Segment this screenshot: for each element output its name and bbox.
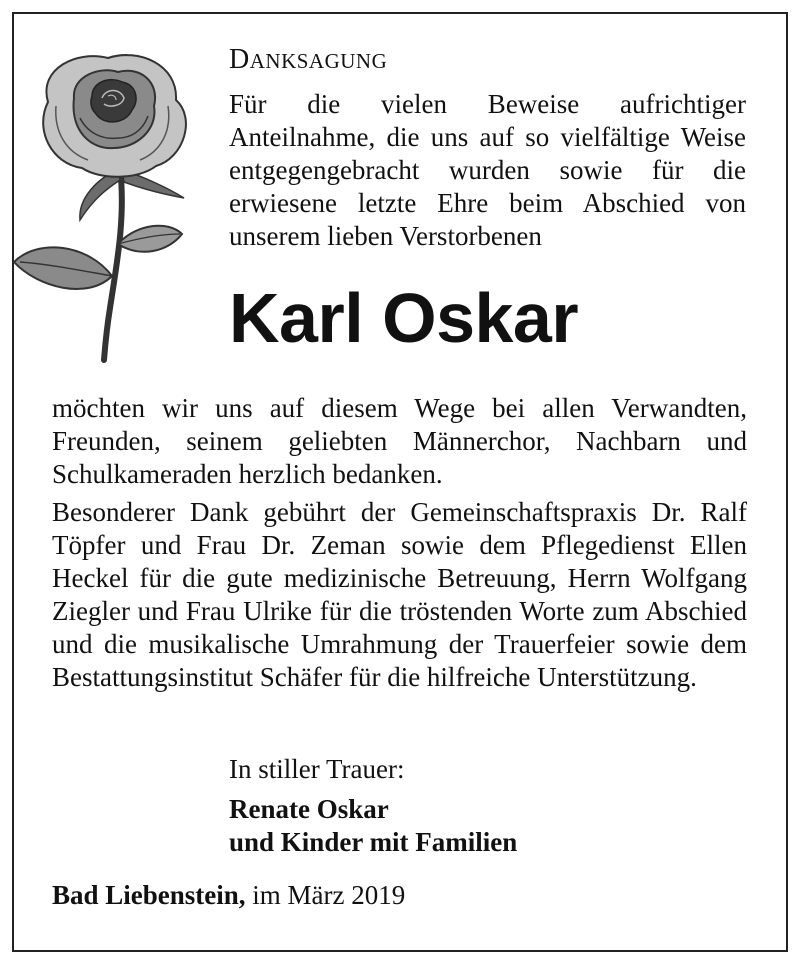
date: im März 2019 bbox=[252, 880, 406, 910]
place-date-line bbox=[52, 879, 405, 912]
place-name: Bad Liebenstein, bbox=[52, 880, 246, 910]
heading-initial: D bbox=[229, 44, 250, 75]
signer-2: und Kinder mit Familien bbox=[229, 827, 518, 857]
deceased-name: Karl Oskar bbox=[229, 279, 579, 357]
thanks-paragraph-1: möchten wir uns auf diesem Wege bei allen Verwandten, Freunden, seinem geliebten Männerchor, Nachbarn und Schulkameraden herzlich bedanken. bbox=[52, 393, 747, 489]
thanks-paragraph-2: Besonderer Dank gebührt der Gemeinschaftspraxis Dr. Ralf Töpfer und Frau Dr. Zeman sowie dem Pflegedienst Ellen Heckel für die gute medizinische Betreuung, Herrn Wolfgang Ziegler und Frau Ulrike für die tröstenden Worte zum Abschied und die musikalische Umrahmung der Trauerfeier sowie dem Bestattungsinstitut Schäfer für die hilfreiche Unterstützung. bbox=[52, 497, 747, 692]
rose-icon bbox=[8, 48, 208, 366]
heading-rest: ANKSAGUNG bbox=[249, 49, 388, 73]
mourning-line: In stiller Trauer: bbox=[229, 754, 405, 784]
intro-text: Für die vielen Beweise aufrichtiger Anteilnahme, die uns auf so vielfältige Weise entgegengebracht wurden sowie für die erwiesene letzte Ehre beim Abschied von unserem lieben Verstorbenen bbox=[229, 89, 746, 251]
signer-1: Renate Oskar bbox=[229, 794, 389, 824]
notice-heading bbox=[229, 42, 387, 79]
